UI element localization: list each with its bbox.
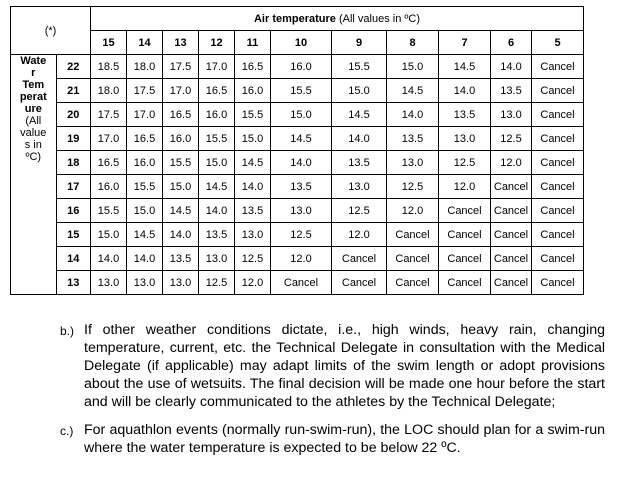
water-row-header: 17 bbox=[56, 175, 90, 199]
air-columns-row bbox=[11, 31, 584, 55]
table-row bbox=[11, 175, 584, 199]
limit-cell: 15.5 bbox=[91, 199, 127, 223]
table-row bbox=[11, 103, 584, 127]
cancel-cell: Cancel bbox=[532, 103, 584, 127]
limit-cell: 12.0 bbox=[235, 271, 271, 295]
water-row-header: 22 bbox=[56, 55, 90, 79]
water-label-units-line: value bbox=[20, 127, 47, 139]
cancel-cell: Cancel bbox=[491, 199, 532, 223]
limit-cell: 13.0 bbox=[127, 271, 163, 295]
note-text: For aquathlon events (normally run-swim-run), the LOC should plan for a swim-run where the water temperature is expected to be below 22 ºC. bbox=[84, 422, 605, 456]
air-header-units: (All values in ºC) bbox=[335, 12, 421, 25]
limit-cell: 12.5 bbox=[439, 151, 491, 175]
limit-cell: 15.0 bbox=[91, 223, 127, 247]
limit-cell: 16.0 bbox=[91, 175, 127, 199]
limit-cell: 15.5 bbox=[235, 103, 271, 127]
water-label-line: Wate bbox=[20, 55, 47, 67]
limit-cell: 15.5 bbox=[127, 175, 163, 199]
water-row-header: 16 bbox=[56, 199, 90, 223]
cancel-cell: Cancel bbox=[387, 223, 439, 247]
limit-cell: 15.0 bbox=[332, 79, 387, 103]
limit-cell: 13.5 bbox=[439, 103, 491, 127]
air-column-header: 7 bbox=[439, 31, 491, 55]
limit-cell: 15.5 bbox=[199, 127, 235, 151]
table-row bbox=[11, 79, 584, 103]
limit-cell: 12.5 bbox=[387, 175, 439, 199]
cancel-cell: Cancel bbox=[491, 175, 532, 199]
limit-cell: 14.0 bbox=[439, 79, 491, 103]
limit-cell: 14.0 bbox=[271, 151, 332, 175]
limit-cell: 14.0 bbox=[163, 223, 199, 247]
limit-cell: 12.0 bbox=[439, 175, 491, 199]
wetsuit-temperature-table bbox=[10, 6, 584, 295]
air-column-header: 12 bbox=[199, 31, 235, 55]
limit-cell: 14.0 bbox=[199, 199, 235, 223]
water-row-header: 15 bbox=[56, 223, 90, 247]
cancel-cell: Cancel bbox=[532, 223, 584, 247]
limit-cell: 17.5 bbox=[127, 79, 163, 103]
cancel-cell: Cancel bbox=[532, 247, 584, 271]
limit-cell: 17.0 bbox=[127, 103, 163, 127]
limit-cell: 13.0 bbox=[235, 223, 271, 247]
water-label-line: r bbox=[31, 67, 36, 79]
limit-cell: 14.5 bbox=[439, 55, 491, 79]
table-row bbox=[11, 127, 584, 151]
cancel-cell: Cancel bbox=[332, 271, 387, 295]
cancel-cell: Cancel bbox=[387, 271, 439, 295]
water-label-line: perat bbox=[19, 91, 47, 103]
limit-cell: 14.5 bbox=[199, 175, 235, 199]
limit-cell: 13.0 bbox=[332, 175, 387, 199]
corner-note-cell: (*) bbox=[11, 7, 91, 55]
cancel-cell: Cancel bbox=[491, 271, 532, 295]
water-label-units-line: ºC) bbox=[25, 151, 42, 163]
limit-cell: 13.5 bbox=[199, 223, 235, 247]
cancel-cell: Cancel bbox=[532, 175, 584, 199]
limit-cell: 12.0 bbox=[332, 223, 387, 247]
limit-cell: 16.5 bbox=[91, 151, 127, 175]
limit-cell: 13.5 bbox=[491, 79, 532, 103]
limit-cell: 18.0 bbox=[127, 55, 163, 79]
limit-cell: 16.5 bbox=[163, 103, 199, 127]
water-row-header: 21 bbox=[56, 79, 90, 103]
cancel-cell: Cancel bbox=[532, 151, 584, 175]
note-marker: b.) bbox=[60, 324, 75, 338]
limit-cell: 13.0 bbox=[387, 151, 439, 175]
limit-cell: 16.5 bbox=[235, 55, 271, 79]
limit-cell: 12.0 bbox=[387, 199, 439, 223]
limit-cell: 12.0 bbox=[491, 151, 532, 175]
limit-cell: 14.5 bbox=[271, 127, 332, 151]
limit-cell: 13.0 bbox=[91, 271, 127, 295]
limit-cell: 14.0 bbox=[127, 247, 163, 271]
limit-cell: 15.0 bbox=[127, 199, 163, 223]
limit-cell: 15.0 bbox=[271, 103, 332, 127]
limit-cell: 15.5 bbox=[332, 55, 387, 79]
table-row bbox=[11, 247, 584, 271]
limit-cell: 13.0 bbox=[271, 199, 332, 223]
limit-cell: 13.5 bbox=[332, 151, 387, 175]
cancel-cell: Cancel bbox=[387, 247, 439, 271]
limit-cell: 15.0 bbox=[199, 151, 235, 175]
limit-cell: 13.0 bbox=[439, 127, 491, 151]
limit-cell: 13.0 bbox=[491, 103, 532, 127]
air-column-header: 11 bbox=[235, 31, 271, 55]
limit-cell: 14.5 bbox=[127, 223, 163, 247]
limit-cell: 18.5 bbox=[91, 55, 127, 79]
limit-cell: 15.5 bbox=[271, 79, 332, 103]
limit-cell: 14.0 bbox=[235, 175, 271, 199]
limit-cell: 13.0 bbox=[199, 247, 235, 271]
limit-cell: 14.5 bbox=[387, 79, 439, 103]
header-row bbox=[11, 7, 584, 31]
air-column-header: 13 bbox=[163, 31, 199, 55]
air-column-header: 10 bbox=[271, 31, 332, 55]
air-column-header: 15 bbox=[91, 31, 127, 55]
air-header-bold: Air temperature bbox=[253, 12, 336, 25]
table-row bbox=[11, 223, 584, 247]
limit-cell: 15.0 bbox=[235, 127, 271, 151]
water-row-header: 19 bbox=[56, 127, 90, 151]
cancel-cell: Cancel bbox=[532, 79, 584, 103]
cancel-cell: Cancel bbox=[439, 199, 491, 223]
limit-cell: 16.0 bbox=[199, 103, 235, 127]
limit-cell: 12.5 bbox=[271, 223, 332, 247]
limit-cell: 13.5 bbox=[271, 175, 332, 199]
limit-cell: 12.0 bbox=[271, 247, 332, 271]
air-column-header: 6 bbox=[491, 31, 532, 55]
limit-cell: 12.5 bbox=[235, 247, 271, 271]
limit-cell: 13.5 bbox=[163, 247, 199, 271]
limit-cell: 14.0 bbox=[387, 103, 439, 127]
cancel-cell: Cancel bbox=[439, 247, 491, 271]
limit-cell: 18.0 bbox=[91, 79, 127, 103]
limit-cell: 17.0 bbox=[91, 127, 127, 151]
air-column-header: 9 bbox=[332, 31, 387, 55]
water-row-header: 20 bbox=[56, 103, 90, 127]
limit-cell: 14.5 bbox=[163, 199, 199, 223]
table-row bbox=[11, 151, 584, 175]
water-row-header: 18 bbox=[56, 151, 90, 175]
cancel-cell: Cancel bbox=[532, 271, 584, 295]
air-temperature-header bbox=[91, 7, 584, 31]
limit-cell: 16.0 bbox=[163, 127, 199, 151]
cancel-cell: Cancel bbox=[532, 55, 584, 79]
note-text: If other weather conditions dictate, i.e., high winds, heavy rain, changing temperature, current, etc. the Technical Delegate in consultation with the Medical Delegate (if applicable) may adapt limits of the swim length or adopt provisions about the use of wetsuits. The final decision will be made one hour before the start and will be clearly communicated to the athletes by the Technical Delegate; bbox=[84, 322, 605, 410]
water-label-line: Tem bbox=[22, 79, 45, 91]
limit-cell: 15.0 bbox=[387, 55, 439, 79]
limit-cell: 12.5 bbox=[332, 199, 387, 223]
limit-cell: 15.0 bbox=[163, 175, 199, 199]
limit-cell: 14.0 bbox=[91, 247, 127, 271]
limit-cell: 12.5 bbox=[199, 271, 235, 295]
limit-cell: 14.0 bbox=[332, 127, 387, 151]
water-label-units-line: (All bbox=[25, 115, 42, 127]
air-column-header: 5 bbox=[532, 31, 584, 55]
limit-cell: 12.5 bbox=[491, 127, 532, 151]
cancel-cell: Cancel bbox=[491, 247, 532, 271]
limit-cell: 13.5 bbox=[235, 199, 271, 223]
air-column-header: 14 bbox=[127, 31, 163, 55]
limit-cell: 16.0 bbox=[271, 55, 332, 79]
limit-cell: 16.0 bbox=[127, 151, 163, 175]
note-c bbox=[60, 421, 605, 457]
cancel-cell: Cancel bbox=[332, 247, 387, 271]
water-label-line: ure bbox=[24, 103, 42, 115]
limit-cell: 15.5 bbox=[163, 151, 199, 175]
cancel-cell: Cancel bbox=[439, 271, 491, 295]
water-row-header: 14 bbox=[56, 247, 90, 271]
limit-cell: 14.0 bbox=[491, 55, 532, 79]
water-row-header: 13 bbox=[56, 271, 90, 295]
limit-cell: 13.0 bbox=[163, 271, 199, 295]
limit-cell: 17.0 bbox=[163, 79, 199, 103]
limit-cell: 17.0 bbox=[199, 55, 235, 79]
note-b bbox=[60, 321, 605, 411]
limit-cell: 14.5 bbox=[332, 103, 387, 127]
water-temperature-label bbox=[11, 55, 57, 295]
cancel-cell: Cancel bbox=[532, 199, 584, 223]
air-column-header: 8 bbox=[387, 31, 439, 55]
cancel-cell: Cancel bbox=[491, 223, 532, 247]
table-row bbox=[11, 271, 584, 295]
cancel-cell: Cancel bbox=[439, 223, 491, 247]
water-label-units-line: s in bbox=[24, 139, 42, 151]
table-row bbox=[11, 55, 584, 79]
notes-list bbox=[60, 321, 605, 467]
limit-cell: 16.5 bbox=[127, 127, 163, 151]
limit-cell: 17.5 bbox=[163, 55, 199, 79]
limit-cell: 17.5 bbox=[91, 103, 127, 127]
limit-cell: 16.0 bbox=[235, 79, 271, 103]
table-row bbox=[11, 199, 584, 223]
limit-cell: 13.5 bbox=[387, 127, 439, 151]
cancel-cell: Cancel bbox=[271, 271, 332, 295]
note-marker: c.) bbox=[60, 424, 74, 438]
limit-cell: 16.5 bbox=[199, 79, 235, 103]
limit-cell: 14.5 bbox=[235, 151, 271, 175]
cancel-cell: Cancel bbox=[532, 127, 584, 151]
